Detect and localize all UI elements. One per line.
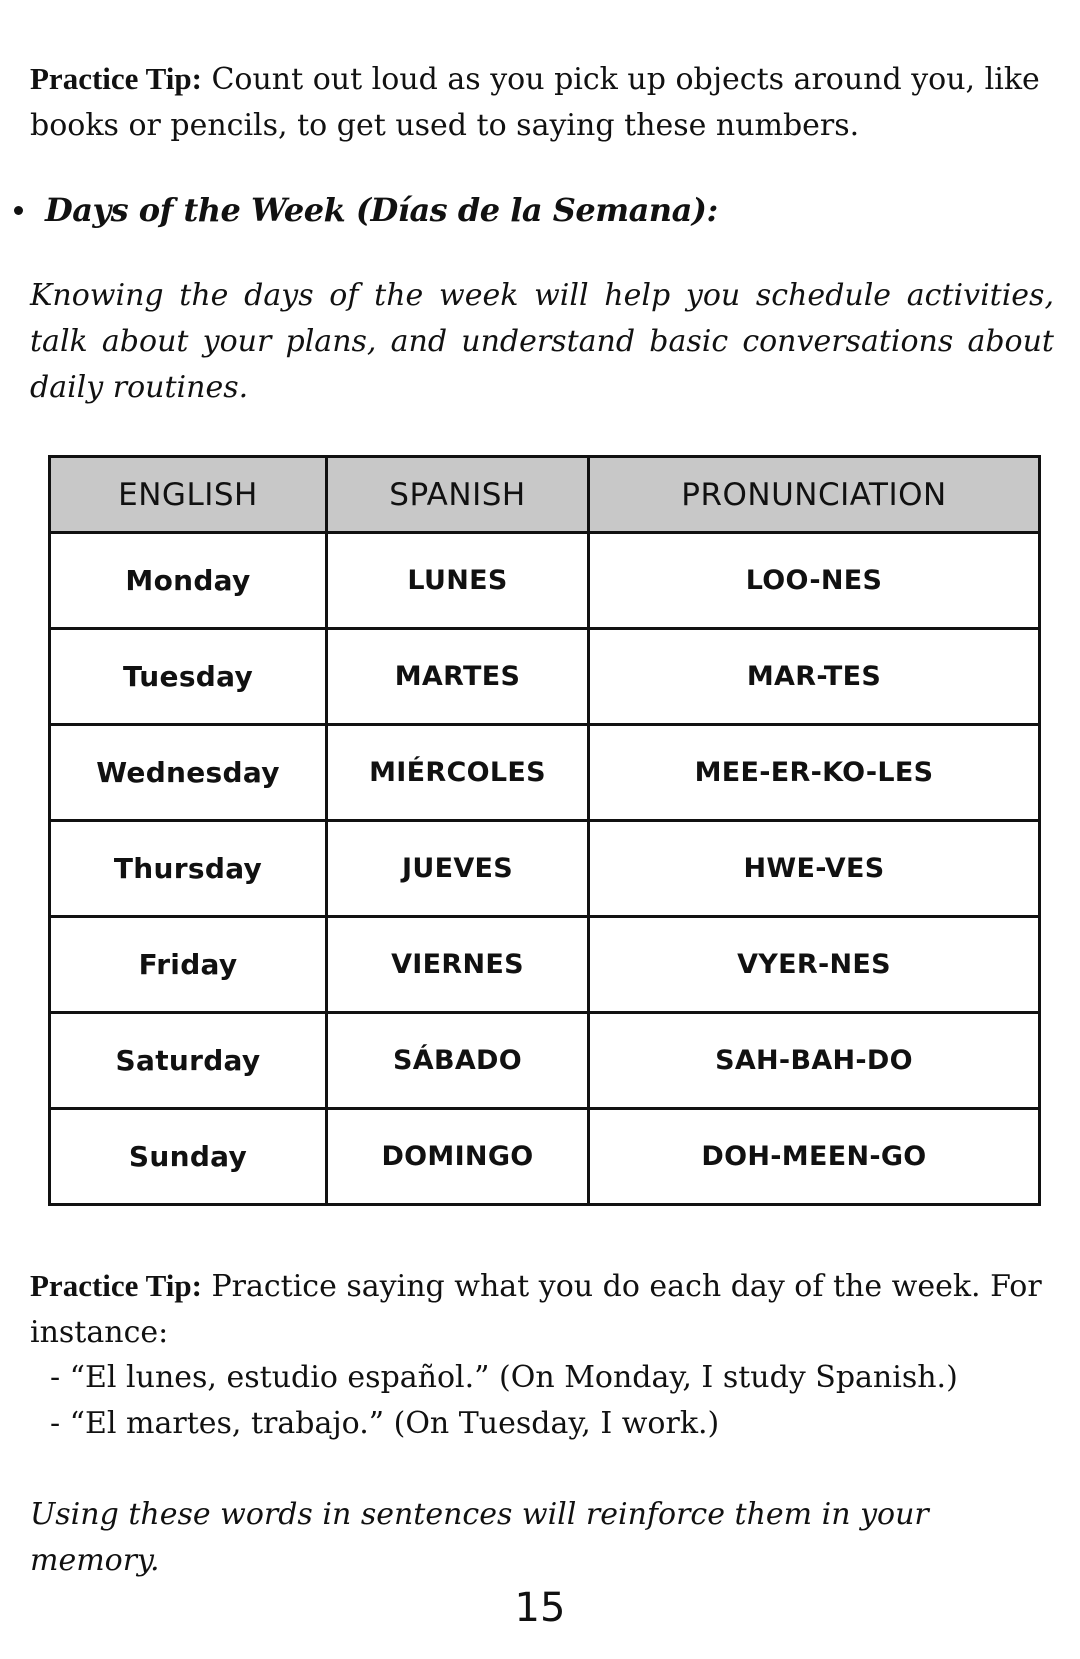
spanish-cell: JUEVES [327,821,589,917]
spanish-cell: MARTES [327,629,589,725]
days-of-week-table [48,455,1041,1206]
english-cell: Friday [50,917,327,1013]
pronunciation-cell: DOH-MEEN-GO [589,1109,1040,1205]
spanish-cell: SÁBADO [327,1013,589,1109]
table-row [50,1013,1040,1109]
english-cell: Tuesday [50,629,327,725]
practice-tip-text: Practice saying what you do each day of the week. For instance: [30,1269,1042,1350]
table-row [50,917,1040,1013]
english-cell: Wednesday [50,725,327,821]
table-header-row [50,457,1040,533]
column-header-pronunciation: PRONUNCIATION [589,457,1040,533]
english-cell: Sunday [50,1109,327,1205]
pronunciation-cell: HWE-VES [589,821,1040,917]
english-cell: Saturday [50,1013,327,1109]
example-sentence: - “El lunes, estudio español.” (On Monday, I study Spanish.) [50,1360,958,1395]
english-cell: Thursday [50,821,327,917]
section-heading-bullet [14,185,718,235]
column-header-spanish: SPANISH [327,457,589,533]
table-row [50,533,1040,629]
section-heading: Days of the Week (Días de la Semana): [45,191,718,229]
table-row [50,821,1040,917]
example-sentence: - “El martes, trabajo.” (On Tuesday, I work.) [50,1406,720,1441]
english-cell: Monday [50,533,327,629]
spanish-cell: VIERNES [327,917,589,1013]
practice-tip-label: Practice Tip: [30,61,202,96]
pronunciation-cell: MAR-TES [589,629,1040,725]
pronunciation-cell: MEE-ER-KO-LES [589,725,1040,821]
section-intro: Knowing the days of the week will help you schedule activities, talk about your plans, and understand basic conversations about daily routines. [30,278,1054,405]
column-header-english: ENGLISH [50,457,327,533]
page-number: 15 [514,1585,566,1631]
table-row [50,1109,1040,1205]
table-row [50,725,1040,821]
spanish-cell: LUNES [327,533,589,629]
practice-tip-numbers [30,56,1054,149]
pronunciation-cell: LOO-NES [589,533,1040,629]
table-row [50,629,1040,725]
bullet-icon [14,206,23,215]
spanish-cell: MIÉRCOLES [327,725,589,821]
spanish-cell: DOMINGO [327,1109,589,1205]
practice-tip-days [30,1263,1054,1356]
closing-note: Using these words in sentences will reinforce them in your memory. [30,1497,929,1578]
practice-tip-text: Count out loud as you pick up objects around you, like books or pencils, to get used to saying these numbers. [30,62,1040,143]
pronunciation-cell: VYER-NES [589,917,1040,1013]
practice-tip-label: Practice Tip: [30,1268,202,1303]
pronunciation-cell: SAH-BAH-DO [589,1013,1040,1109]
